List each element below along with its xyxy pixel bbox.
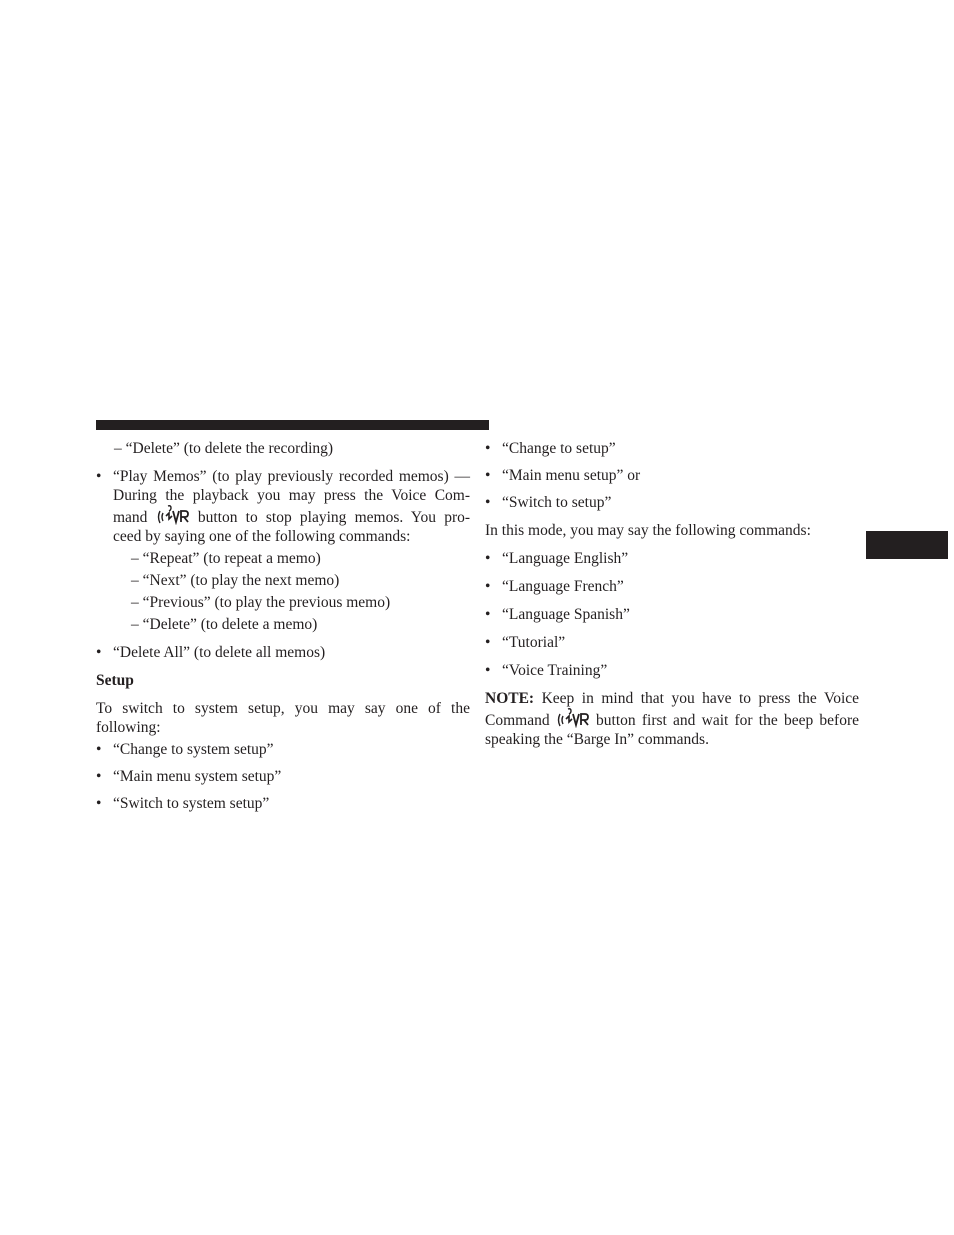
- bullet-icon: [485, 605, 490, 624]
- voice-command-icon: [157, 505, 189, 525]
- list-item-language-spanish: • “Language Spanish”: [485, 605, 859, 624]
- sub-item-delete-memo: – “Delete” (to delete a memo): [131, 616, 318, 633]
- right-column: [485, 439, 859, 749]
- bullet-icon: [485, 493, 490, 512]
- note-block: NOTE: Keep in mind that you have to press the Voice Command button first and wait for the beep before speaking the “Barge In” commands.: [485, 690, 860, 748]
- bullet-icon: [96, 467, 101, 486]
- bullet-icon: [96, 740, 101, 759]
- bullet-icon: [485, 633, 490, 652]
- list-item-language-french: • “Language French”: [485, 577, 859, 596]
- list-item-main-menu-setup: • “Main menu setup” or: [485, 466, 859, 485]
- bullet-icon: [485, 466, 490, 485]
- sub-item-previous: – “Previous” (to play the previous memo): [131, 594, 391, 611]
- list-item-language-english: • “Language English”: [485, 549, 859, 568]
- section-rule: [96, 420, 489, 430]
- list-item-tutorial: • “Tutorial”: [485, 633, 859, 652]
- sub-item-delete-recording: – “Delete” (to delete the recording): [114, 440, 334, 457]
- bullet-icon: [485, 549, 490, 568]
- bullet-icon: [96, 794, 101, 813]
- list-item-change-to-setup: • “Change to setup”: [485, 439, 859, 458]
- list-item-change-to-system-setup: • “Change to system setup”: [96, 740, 470, 759]
- list-item-switch-to-system-setup: • “Switch to system setup”: [96, 794, 470, 813]
- sub-item-repeat: – “Repeat” (to repeat a memo): [131, 550, 321, 567]
- bullet-icon: [485, 439, 490, 458]
- bullet-icon: [96, 643, 101, 662]
- note-label: NOTE:: [485, 690, 535, 707]
- list-item-delete-all: • “Delete All” (to delete all memos): [96, 643, 470, 662]
- bullet-icon: [485, 661, 490, 680]
- bullet-icon: [96, 767, 101, 786]
- bullet-icon: [485, 577, 490, 596]
- list-item-main-menu-system-setup: • “Main menu system setup”: [96, 767, 470, 786]
- sub-item-next: – “Next” (to play the next memo): [131, 572, 340, 589]
- list-item-play-memos: • “Play Memos” (to play previously recorded memos) — During the playback you may press the Voice Com- mand button to stop playing memos. You pro- ceed by saying one of the following commands: – “Repeat” (to repeat a memo) – “Next” (to play the next memo) – “Previous” (to play the previous memo) – “Delete” (to delete a memo): [96, 467, 470, 634]
- list-item-switch-to-setup: • “Switch to setup”: [485, 493, 859, 512]
- mode-intro: In this mode, you may say the following commands:: [485, 522, 811, 539]
- chapter-tab: [866, 531, 948, 559]
- left-column: – “Delete” (to delete the recording) • “Play Memos” (to play previously recorded memos) — During the playback you may press the Voice Com- mand button to stop playing memos. You pro- ceed by saying one of the following commands: – “Repeat” (to repeat a memo) – “Next” (to play the next memo) – “Previous” (to play the previous memo) – “Delete” (to delete a memo) • “Delete All” (to delete all memos) Setup To switch to system setup, you may say one of the following: • “Change to system setup” • “Main menu system setup” • “Switch to system setup”: [96, 439, 470, 813]
- section-heading-setup: Setup: [96, 672, 134, 689]
- setup-intro: To switch to system setup, you may say one of the: [96, 700, 470, 717]
- voice-command-icon: [557, 708, 589, 728]
- list-item-voice-training: • “Voice Training”: [485, 661, 859, 680]
